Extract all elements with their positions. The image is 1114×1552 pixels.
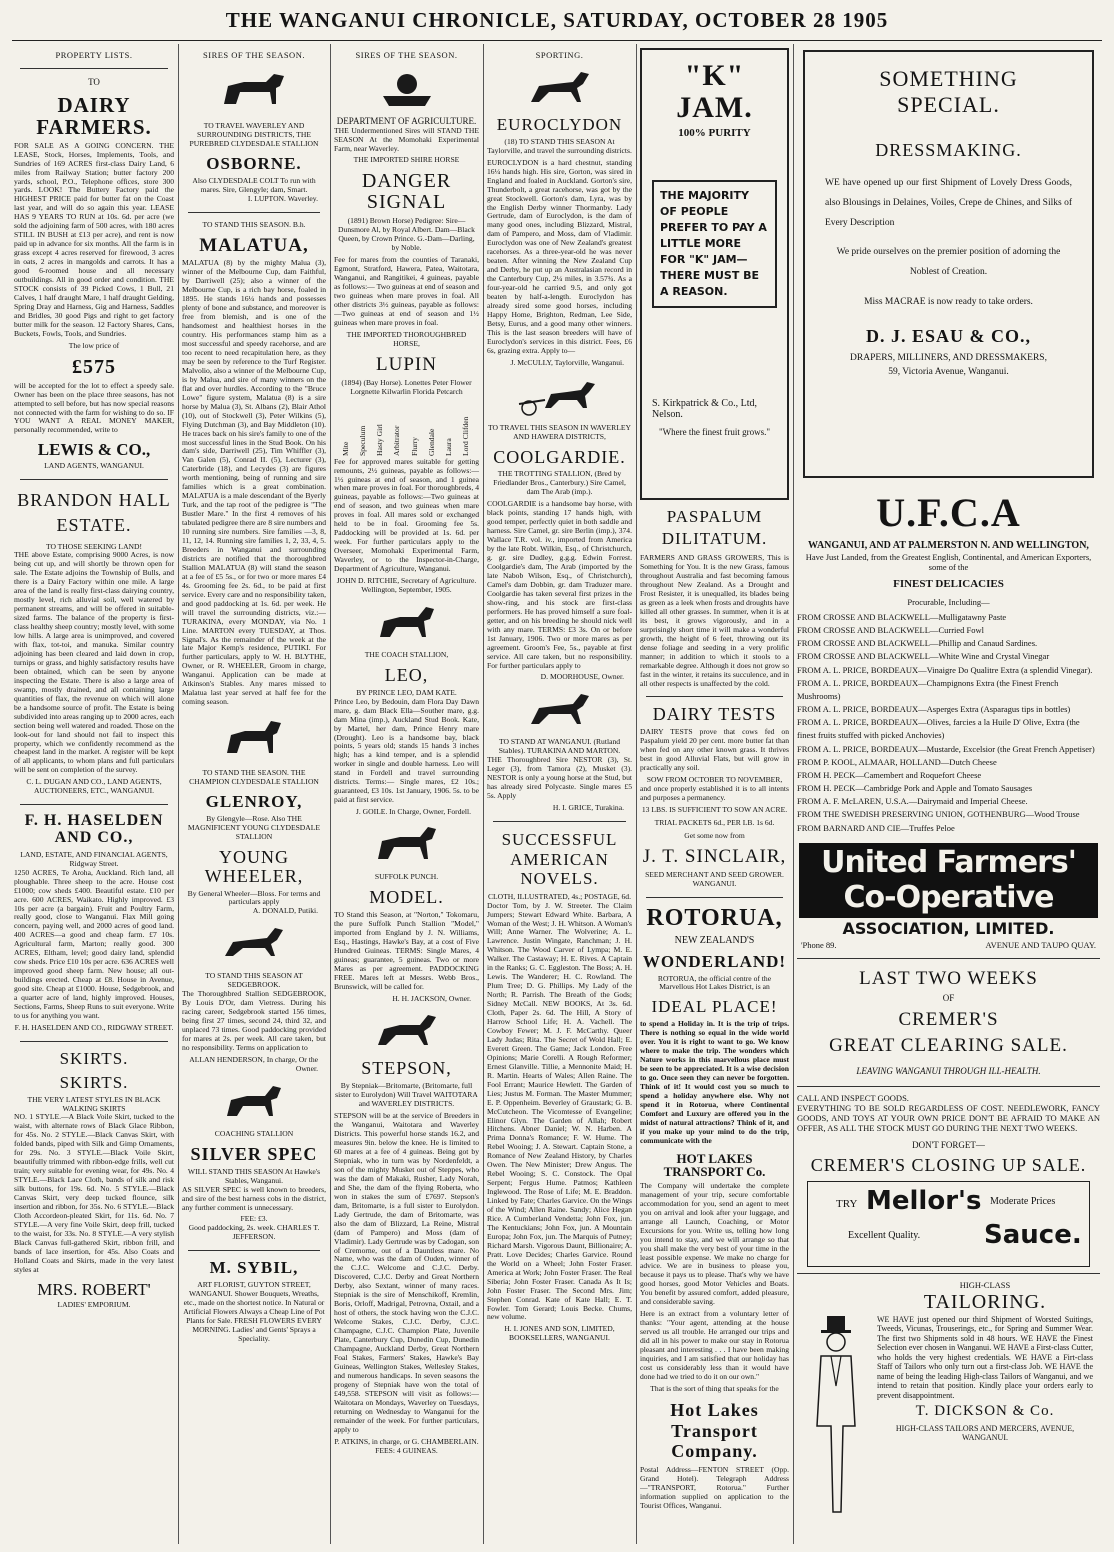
novels-sig: H. I. JONES AND SON, LIMITED, BOOKSELLERS, WANGANUI.: [504, 1324, 615, 1343]
rotorua-title: ROTORUA,: [646, 904, 783, 931]
list-item: FROM A. L. PRICE, BORDEAUX—Olives, farcies a la Huile D' Olive, Extra (the finest fruits stuffed with picked Anchovies): [797, 717, 1080, 741]
association-title: ASSOCIATION, LIMITED.: [842, 918, 1055, 938]
sedge-body: The Thoroughbred Stallion SEDGEBROOK, By Louis D'Or, dam Vietress. During his racing career, Sedgebrook started 156 times, being first 27 times, second 24, third 32, and unplaced 73 times. Good paddocking provided for mares at 2s. per week. All care taken, but no responsibility. Terms on application to: [182, 989, 326, 1052]
skirts-sub: THE VERY LATEST STYLES IN BLACK WALKING SKIRTS: [27, 1094, 161, 1113]
mellor-ad: [807, 1181, 1090, 1267]
hot-lakes-big: Hot Lakes Transport Company.: [670, 1399, 759, 1462]
list-item: FROM BARNARD AND CIE—Truffes Peloe: [797, 822, 955, 833]
cool-sub: THE TROTTING STALLION, (Bred by Friedlander Bros., Canterbury.) Sire Camel, dam The Arab (imp.).: [493, 469, 626, 497]
clydesdale-illustration: [219, 713, 289, 763]
esau-ad: [803, 50, 1094, 478]
nestor-sig: H. I. GRICE, Turakina.: [552, 803, 624, 813]
stepson-sub: By Stepniak—Britomarte, (Britomarte, full sister to Eurolydon) Will Travel WAITOTARA and WAVERLEY DISTRICTS.: [335, 1081, 478, 1109]
pedigree-name: Lord Clifden: [460, 416, 470, 456]
brandon-title: BRANDON HALL ESTATE.: [17, 490, 171, 536]
novels-title: SUCCESSFUL AMERICAN NOVELS.: [501, 830, 618, 889]
column-heading: SIRES OF THE SEASON.: [355, 50, 458, 60]
silver-fee: FEE: £3.: [240, 1214, 268, 1224]
pedigree-name: Arbitrator: [392, 425, 402, 456]
column-heading: SIRES OF THE SEASON.: [203, 50, 305, 60]
lupin-to: THE IMPORTED THOROUGHBRED HORSE,: [346, 329, 467, 348]
list-item: FROM CROSSE AND BLACKWELL—Mulligatawny Paste: [797, 611, 1007, 622]
leo-body: Prince Leo, by Bedouin, dam Flora Day Dawn mare, g. dam Black Ella—Souther mare, g.g. dam Mina (imp.), Auckland Stud Book. Kate, by Martel, her dam, Prince Henry mare (Drought). Leo is a handsome bay, black points, 5 years old; stands 15 hands 3 inches high; has a kind temper, and is a splendid worker in single and double harness. Leo will stand in Fordell and travel surrounding districts. Terms:— Single mares, £2 10s.; guaranteed, £3 10s. 1st January, 1906. 5s. to be paid at first service.: [334, 696, 479, 805]
danger-signal-title: DANGER SIGNAL: [361, 170, 452, 214]
dairy-price: £575: [72, 355, 116, 378]
robert-title: MRS. ROBERT': [37, 1279, 151, 1299]
mellor-moderate: Moderate Prices: [990, 1196, 1056, 1207]
tailoring-body: WE HAVE just opened our third Shipment of Worsted Suitings, Tweeds, Vicunas, Trouserings, etc., for Spring and Summer Wear. The first two Shipments sold in 48 hours. WE HAVE the Finest Selection ever chosen in Wanganui. WE HAVE a First-class Cutter, who holds the very highest credentials. WE HAVE a Firt-class Staff of Tailors who only turn out a first-class Job. WE HAVE the name of being the leading High-class Tailors of Wanganui, and we intend to retain that position. Kindly place your orders early to prevent disappointment.: [877, 1315, 1093, 1400]
rotorua-that: That is the sort of thing that speaks for the: [650, 1383, 779, 1393]
column-sires-1: [182, 44, 326, 1544]
nestor-illustration: [525, 688, 595, 732]
malatua-body: MALATUA (8) by the mighty Malua (3), winner of the Melbourne Cup, dam Faithful, by Darriwell (25); also a winner of the Melbourne Cup, is a rich bay horse, foaled in 1895. He stands 16¼ hands and possesses plenty of bone and substance, and moreover is free from blemish, and is one of the handsomest and healthiest horses in the country. His performances stamp him as a most successful and speedy racehorse, and are too recent to need recapitulation here, as they may be seen by reference to the Turf Register. Malvolio, also a winner of the Melbourne Cup, is by Malua, and sire of many winners on the flat and over hurdles. According to the "Bruce Lowe" figure system, Malatua (8) is a sire horse by Malua (3), St. Albans (2), Blair Athol (10), out of Stockwell (3), Peter Wilkins (5), Flying Dutchman (3), and Bay Middleton (10). He traces back on his sire's family to one of the most successful lines in the Stud Book. On his dam's side, Darriwell (25), Tim Whiffler (3), Van Galen (5), Conrad II. (5), Lecturer (3), Caterbride (18), and Lecydes (3) are figures worth mentioning, being of running and sire families which is a great combination. MALATUA is a male descendant of the Byerly Turk, and the tap root of the pedigree is "The Bustler Mare." In the first 4 removes of his tabulated pedigree there are 8 sire numbers and 10 running sire numbers. Sire families —3, 8, 11, 12, 14. Running sire families 1, 2, 33, 4, 5. Breeders in Wanganui and surrounding districts are notified that the thoroughbred Stallion MALATUA (8) will stand the season at a fee of £5 5s., or for two or more mares £4 4s. Grooming fee 2s. 6d., to be paid at first service. Every care and no responsibility taken, and good paddocking at 1s. 6d. per week. He will travel the surrounding districts, viz.:— TURAKINA, every MONDAY, via No. 1 Line. MARTON every TUESDAY, at Thos. Signal's. As the remainder of the week at the late Major Kemp's residence, PUTIKI. For further particulars, apply to W. H. BLYTHE, Owner, or R. WHEELER, Groom in charge, Wanganui. Application can be made at Atkinson's Stables. Any mares missed to Malatua last year served at half fee for the coming season.: [182, 258, 326, 707]
cool-to: TO TRAVEL THIS SEASON IN WAVERLEY AND HAWERA DISTRICTS,: [488, 422, 631, 441]
list-item: FROM H. PECK—Camembert and Roquefort Cheese: [797, 769, 982, 780]
haselden-title: F. H. HASELDEN AND CO.,: [24, 812, 164, 847]
dickson-firm: T. DICKSON & Co.: [915, 1402, 1055, 1419]
kjam-majority: THE MAJORITY OF PEOPLE PREFER TO PAY A LITTLE MORE FOR "K" JAM—THERE MUST BE A REASON.: [652, 180, 777, 308]
lewis-sub: LAND AGENTS, WANGANUI.: [44, 461, 144, 471]
leo-to: THE COACH STALLION,: [364, 649, 449, 659]
cremer-dont: DON'T FORGET—: [912, 1139, 985, 1150]
coolgardie-title: COOLGARDIE.: [493, 446, 626, 467]
tailoring-title: TAILORING.: [923, 1291, 1047, 1314]
stepson-body: STEPSON will be at the service of Breeders in the Wanganui, Waitotara and Waverley Districts. This powerful horse stands 16.2, and measures 9in. below the knee. He is limited to 60 mares at a fee of 4 guineas. Being got by Stepniak, who in turn was by Nordenfeldt, a son of the mighty Musket out of Steppes, who was the dam of Makaki, Rusher, Lady Norah, and She, the dam of the flying Roberta, who won in stakes the sum of £7697. Stepson's dam, Britomarte, is a full sister to Eurolydon. Lady Gertrude, the dam of Britomarte, was also the dam of Blizzard, La Reine, Mistral (dam of Pampero) and Moss (dam of Vladimir). Lady Gertrude was by Cadogan, son of Cremorne, out of a Dauntless mare. No Name, who was the dam of Ouden, winner of the C.J.C. Welcome and C.J.C. Derby. Discovered, C.J.C. Derby and Great Northern Derby, also Sextant, winner of many races. Stepniak is the sire of Menschikoff, Kremlin, Boris, Orloff, Madrigal, Petrovna, Oxtail, and a host of others, the stock having won the C.J.C. Welcome Stakes, C.J.C. Derby, C.J.C. Champagne, C.J.C. Champion Plate, Juvenile Plate, Canterbury Cup, Dunedin Cup, Dunedin Champagne, Auckland Derby, Great Northern Foal Stakes, Farmers' Stakes, Hawke's Bay Guineas, Wellington Stakes, Wellesley Stakes, and numerous handicaps. In seven seasons the progeny of Stepniak have won the total of £49,558. STEPSON will visit as follows:— Waitotara on Mondays, Waverley on Tuesdays, returning on Wednesday to Wanganui for the remainder of the week. For further particulars, apply to: [334, 1111, 479, 1434]
crest-illustration: [377, 66, 437, 110]
kjam-title: "K" JAM.: [676, 59, 753, 124]
paspalum-title: PASPALUM DILITATUM.: [661, 507, 768, 549]
list-item: FROM A. L. PRICE, BORDEAUX—Champignons Extra (the Finest French Mushrooms): [797, 677, 1059, 701]
list-item: FROM THE SWEDISH PRESERVING UNION, GOTHENBURG—Wood Trouse: [797, 809, 1080, 820]
euro-sig: J. McCULLY, Taylorville, Wanganui.: [510, 357, 624, 367]
kjam-slogan: "Where the finest fruit grows.": [658, 427, 771, 438]
ufca-have: Have Just Landed, from the Greatest English, Continental, and American Exporters, some of the: [805, 551, 1092, 572]
leo-sub: BY PRINCE LEO, DAM KATE.: [356, 687, 457, 697]
trotter-illustration: [515, 374, 605, 418]
dairy-low: The low price of: [68, 340, 120, 350]
silver-spec-title: SILVER SPEC: [190, 1143, 318, 1164]
coach-stallion-illustration: [372, 601, 442, 645]
young-sig: A. DONALD, Putiki.: [252, 906, 318, 916]
cool-sig: D. MOORHOUSE, Owner.: [540, 672, 624, 682]
ufca-address: AVENUE AND TAUPO QUAY.: [985, 940, 1096, 951]
pedigree-name: Laura: [443, 437, 453, 456]
euroclydon-illustration: [525, 66, 595, 110]
list-item: FROM A. L. PRICE, BORDEAUX—Vinaigre Do Qualitre Extra (a splendid Vinegar).: [797, 664, 1093, 675]
column-heading: SPORTING.: [535, 50, 584, 60]
rotorua-quote: Here is an extract from a voluntary letter of thanks: "Your agent, attending at the house served us all trouble. He arranged our trips and did all in his power to make our stay in Rotorua pleasant and interesting . . . I have been making inquiries, and I am satisfied that our holiday has cost us considerably less than it would have done had we tried to do it on our own.": [640, 1309, 789, 1381]
ufca-footer: [797, 938, 1100, 952]
mellor-sauce: Sauce.: [984, 1220, 1082, 1250]
dairy-to: TO: [88, 77, 100, 88]
danger-body: Fee for mares from the counties of Taranaki, Egmont, Stratford, Hawera, Patea, Waitotara, Wanganui, and Rangitikei, 4 guineas, payable as follows:— Two guineas at end of season and two guineas when mare proves in foal. All other districts 3½ guineas, payable as follows:—Two guineas at end of season and 1½ guineas when mare proves in foal.: [334, 255, 479, 327]
list-item: FROM P. KOOL, ALMAAR, HOLLAND—Dutch Cheese: [797, 756, 997, 767]
list-item: FROM CROSSE AND BLACKWELL—Curried Fowl: [797, 624, 985, 635]
lewis-title: LEWIS & CO.,: [37, 440, 151, 460]
osborne-sig: I. LUPTON. Waverley.: [247, 193, 318, 203]
model-sig: H. H. JACKSON, Owner.: [392, 993, 471, 1003]
last-two-weeks-title: LAST TWO WEEKS: [859, 968, 1038, 990]
euro-sub: (18) TO STAND THIS SEASON At Taylorville, and travel the surrounding districts.: [487, 136, 632, 155]
lupin-sub: (1894) (Bay Horse). Lonettes Peter Flower Lorgnette Kilwarlin Florida Petcarch: [341, 377, 472, 396]
ufca-title: U.F.C.A: [876, 490, 1021, 535]
pedigree-name: Glendale: [426, 428, 436, 456]
column-divider: [483, 44, 484, 1544]
haselden-sig: F. H. HASELDEN AND CO., RIDGWAY STREET.: [14, 1022, 174, 1032]
sinclair-title: J. T. SINCLAIR,: [642, 845, 787, 867]
tailoring-high: HIGH-CLASS: [959, 1280, 1011, 1290]
column-divider: [793, 44, 794, 1544]
osborne-title: OSBORNE.: [206, 153, 302, 173]
suffolk-to: SUFFOLK PUNCH.: [374, 872, 439, 882]
ufca-finest: FINEST DELICACIES: [893, 577, 1004, 590]
novels-body: Doctor Tom, by J. W. Streeter. The Claim Jumpers; Stewart Edward White. Barbara, A Woman of the West; J. H. Whitson. A Woman's Will; Anne Warner. The Wolverine; A. L. Lawrence. Justin Wingate, Ranchman; J. H. Whitson. The Wood Carver of Lympa; M. E. Walker. The Castaway; H. E. Rives. A Captain in the Ranks; G. C. Eggleston. The Boss; A. H. Lewis. The Wanderer; H. C. Rowland. The Plum Tree; D. G. Phillips. My Lady of the North; R. Parrish. The Breath of the Gods; Sidney McCall. NEW BOOKS, At 3s. 6d. Cloth, Paper 2s. 6d. The Hill, A Story of Harrow School Life; H. A. Vachell. The Cowboy Fewer; M. J. F. McCarthy. Queer Lady Judas; Rita. The Secret of Wold Hall; E. Everett Green. The Game; Jack London. Free Opinions; Marie Corelli. A Rough Reformer; Ernest Glanville. Tillie, a Mennonite Maid; H. R. Martin. Hearts of Wales; Allen Raine. The Fool Errant; Maurice Hewlett. The Garden of Lies; Justus M. Forman. The Master Mummer; E. P. Oppenheim. Beverley of Graustark; G. B. McCutcheon. The Vicomtesse of Evangeline; Elinor Glyn. The Garden of Allah; Robert Hitchens. Abner Daniel; W. N. Harben. A Prima Donna's Romance; F. W. Hume. The Rebel Wooing; J. A. Stewart. Captain Stone, a Romance of New Zealand History, by Charles Owen. The New Minister; Drew Angus. The Rebel Wooing; S. C. Constock. The Opal Serpent; Fergus Hume. Patmos; Kathleen Inglewood. The Rose of Life; M. E. Braddon. Linked by Fate; Charles Garvice. On the Wings of the Wind; Allen Raine. Sandy; Alice Hegan Rice. A Cumberland Vendetta; John Fox, jun. The Kentuckians; John Fox, jun. A Mountain Europa; John Fox, jun. The Marquis of Putney; Richard Marsh. Vigorous Daunt, Billionaire; A. Pratt. Love Decides; Charles Garvice. Round the World on a Wheel; John Foster Fraser. America at Work; John Foster Fraser. The Real Siberia; John Foster Fraser. Canada As It Is; John Foster Fraser. The Second Mrs. Jim; Stephen Conrad. Kate of Kate Hall; E. T. Fowler. Tom Gerard; Louis Becke. Chums, new volume.: [487, 900, 632, 1322]
dressmaking-title: DRESSMAKING.: [875, 139, 1022, 160]
dept-body: THE Undermentioned Sires will STAND THE SEASON At the Momohaki Experimental Farm, near Waverley.: [334, 125, 479, 153]
cremer-call: CALL AND INSPECT GOODS.: [797, 1093, 909, 1104]
esau-title: D. J. ESAU & CO.,: [865, 326, 1031, 347]
robert-sub: LADIES' EMPORIUM.: [57, 1300, 131, 1310]
list-item: FROM CROSSE AND BLACKWELL—Phillip and Canaud Sardines.: [797, 638, 1038, 649]
lupin-pedigree: [338, 400, 475, 456]
dairy-sow: SOW FROM OCTOBER TO NOVEMBER,: [646, 775, 783, 785]
rotorua-sub: NEW ZEALAND'S: [674, 934, 755, 946]
cremer-closing-title: CREMER'S CLOSING UP SALE.: [810, 1155, 1087, 1176]
malatua-to: TO STAND THIS SEASON. B.h.: [202, 219, 306, 229]
novels-sub: CLOTH, ILLUSTRATED, 4s.; POSTAGE, 6d.: [487, 891, 632, 901]
dairy-body: FOR SALE AS A GOING CONCERN. THE LEASE, Stock, Horses, Implements, Tools, and Sundries of 169 ACRES first-class Dairy Land, 6 miles from Railway Station; butter factory 200 yards, school, P.O., Telephone offices, store 300 yards. LOOK! The Buttery Factory paid the HIGHEST PRICE paid for butter fat on the Coast last year, and will do so again this year. LEASE HAS 9 YEARS TO RUN at 10s. 6d. per acre (we sold the adjoining farm of 500 acres, with 180 acres STILL IN BUSH at £13 per acre), and rent is now paid up in advance for six months. All the farm is in grass except 4 acres reserved for firewood, 3 acres in oats, 2 acres in mangolds and carrots. It has a good 6-roomed house and all necessary outbuildings. All in good order and condition. THE STOCK consists of 39 Picked Cows, 1 Bull, 21 Calves, 1 half draught Mare, 1 half draught Gelding, Spring Dray and Harness, Gig and Harness, Saddles and Bridles, 30 good Pigs and right to get factory butter milk for the season. 12 Factory Shares, Cans, Buckets, Fowls, Tools, and Sundries.: [14, 140, 174, 338]
hot-lakes-title: HOT LAKES TRANSPORT Co.: [663, 1150, 766, 1180]
pedigree-name: Speculum: [358, 425, 368, 456]
silver-body: AS SILVER SPEC is well known to breeders, and sire of the best harness cobs in the district, any further comment is unnecessary.: [182, 1184, 326, 1212]
cool-body: COOLGARDIE is a handsome bay horse, with black points, standing 17 hands high, with good temper, perfectly quiet in both saddle and harness. Sire Camel, gr. sire Berlin (imp.), 374. Wallace T.R. vol. iv., imported from America by the late Robt. Wilkin, Esq., of Christchurch, g. gr. sire Dudley, g.g.g. Edwin Forrest. Coolgardie's dam, The Arab (imported by the late Nabob Wilson, Esq., of Christchurch), Camel's dam Dobbin, gr. dam Traduzer mare. Coolgardie has taken several first prizes in the show-ring, and his stock are first-class performers. He has proved himself a sure foal-getter, and on his breeding he should nick well with any mare. TERMS: £3 3s. On or before 1st January, 1906. Two or more mares as per agreement. Groom's Fee, 5s., payable at first service. All care taken, but no responsibility. For further particulars apply to: [487, 499, 632, 670]
stepson-illustration: [372, 1009, 442, 1053]
something-special-title: SOMETHING SPECIAL.: [879, 66, 1018, 118]
masthead-rule: [12, 40, 1102, 41]
silver-to: COACHING STALLION: [214, 1128, 294, 1138]
column-property: [14, 44, 174, 1544]
lupin-body: Fee for approved mares suitable for getting remounts, 2½ guineas, payable as follows:—1½ guineas at end of season, and 1 guinea when mare proves in foal. For thoroughbreds, 4 guineas, payable as follows:—Two guineas at end of season, and two guineas when mare proves in foal. All mares sold or exchanged held to be in foal. Grooming fee 5s. Paddocking will be provided at 1s. 6d. per week. For further particulars apply to the Overseer, Momohaki Experimental Farm, Waverley, or to the Inspector-in-Charge, Department of Agriculture, Wanganui.: [334, 456, 479, 574]
sinclair-sub: SEED MERCHANT AND SEED GROWER. WANGANUI.: [645, 869, 784, 888]
glenroy-to: TO STAND THE SEASON. THE CHAMPION CLYDESDALE STALLION: [189, 768, 319, 787]
young-sub: By General Wheeler—Bloss. For terms and particulars apply: [187, 888, 321, 907]
mellor-title: Mellor's: [866, 1186, 982, 1216]
nestor-to: TO STAND AT WANGANUI. (Rutland Stables). TURAKINA AND MARTON.: [498, 737, 621, 756]
cremer-sale-title: GREAT CLEARING SALE.: [829, 1034, 1068, 1056]
rotorua-intro: ROTORUA, the official centre of the Marvellous Hot Lakes District, is an: [657, 973, 772, 992]
leo-title: LEO,: [384, 664, 429, 685]
model-title: MODEL.: [369, 887, 444, 908]
shire-to: THE IMPORTED SHIRE HORSE: [353, 155, 460, 165]
dairy-farmers-title: DAIRY FARMERS.: [36, 92, 152, 139]
hot-lakes-body: The Company will undertake the complete management of your trip, secure comfortable accommodation for you, send an agent to meet you on arrival and look after your luggage, and arrange all Launch, Coaching, or Motor Excursions for you. Write us, telling how long you intend to stay, and we will arrange so that you shall make the very best of your time in the least possible expense. We make no charge for advice. We are in business to please you, because it pays us to please. That's why we have good horses, good Motor Vehicles and Boats. You benefit by assured comfort, added pleasure, and considerable saving.: [640, 1180, 789, 1307]
kjam-firm: S. Kirkpatrick & Co., Ltd, Nelson.: [652, 397, 757, 421]
cremer-name: CREMER'S: [898, 1008, 999, 1030]
malatua-title: MALATUA,: [199, 234, 309, 256]
esau-sub: DRAPERS, MILLINERS, AND DRESSMAKERS,: [850, 353, 1047, 364]
column-ads-2: [797, 44, 1100, 1544]
column-sporting: [487, 44, 632, 1544]
ritchie-sig: JOHN D. RITCHIE, Secretary of Agriculture. Wellington, September, 1905.: [336, 576, 477, 594]
lupin-title: LUPIN: [376, 353, 437, 375]
mellor-try: TRY: [836, 1198, 858, 1210]
skirts-body: NO. 1 STYLE.—A Black Voile Skirt, tucked to the waist, with alternate rows of Black Glace Ribbon, for 45s. No. 2 STYLE.—Black Canvas Skirt, with folded bands, piped with Silk and Gimp Ornaments, for 29s. No. 3 STYLE.—Black Voile Skirt, beautifully trimmed with ribbon-edge frills, well cut train; very suitable for evening wear, for 49s. No. 4 STYLE.—Black Lace Cloth, bands of silk and risk silk buttons, for 19s. 6d. No. 5 STYLE.—Black Canvas Skirt, very deep tucked flounce, silk insertion and ribbon, for 35s. No. 6 STYLE.—Black Cloth Accordeon-pleated Skirt, for 11s. 6d. No. 7 STYLE.—A very fine Voile Skirt, deep frill, tucked to the waist, for 33s. No. 8 STYLE.—A very stylish Black Canvas full-gathered Skirt, ribbon frill, and bands of lace insertion, for 45s. Also Coats and Holland Coats and Skirts, made in the very latest styles at: [14, 1112, 174, 1274]
esau-address: 59, Victoria Avenue, Wanganui.: [888, 367, 1009, 378]
dairy-lbs: 13 LBS. IS SUFFICIENT TO SOW AN ACRE.: [641, 805, 788, 814]
euro-body: EUROCLYDON is a hard chestnut, standing 16¼ hands high. His sire, Gorton, was sired in England and foaled in Auckland. Gorton's sire, Thunderbolt, a great racehorse, was got by the great Stockwell. Gorton's dam, Lyra, was by the English Derby winner Thormanby. Lady Gertrude, dam of Euroclydon, is the dam of many good ones, including Blizzard, Mistral, dam of Pampero, and Moss, dam of Vladimir. Euroclydon was one of New Zealand's greatest racehorses. As a three-year-old he was never beaten. After winning the New Zealand Cup and Derby, he put up an Australasian record in the Canterbury Cup, 2¼ miles, in 3.57¾. As a four-year-old he carried 9.5, and only got beaten by half-a-length. Euroclydon has already sired some good horses, including Happy Home, Brighton, Redman, Lee Side, Betsy, Eurus, and a good many other winners. This is the last season breeders will have of Euroclydon's services in this district. Fees, £6 6s, grazing extra. Apply to—: [487, 157, 632, 355]
glenroy-title: GLENROY,: [205, 792, 303, 812]
haselden-body: 1250 ACRES, Te Aroha, Auckland. Rich land, all ploughable. Three sheep to the acre. House cost £1000; cow sheds £400. Beautiful estate. £10 per acre. 600 ACRES, Waikato. Highly improved. £3 10s per acre (a bargain). Fruit and Poultry Farm, really good, close to Wanganui. Flax Mill going concern, paying well, and 2000 acres of good land. 400 ACRES—a good and cheap farm. £7 10s. Agricultural farm, Marton; really good. 300 ACRES, Eltham, level; good dairy land, splendid cow sheds. Price £10 10s per acre. 636 ACRES well improved good sheep farm. New house; all out-buildings erected. Cheap at £8. House in Avenue, good site. Cheap at £1000. House, Sedgebrook, and a quarter acre of land, highly improved. Houses, Sections, Farms, Sheep Runs to suit everyone. Write to us for anything you want.: [14, 867, 174, 1020]
column-ads-1: [640, 44, 789, 1544]
pedigree-name: Hasty Girl: [375, 423, 385, 456]
rotorua-body: to spend a Holiday in. It is the trip of trips. There is nothing so equal in the wide world over. You it is right to want to go. We know where to make the trip. The wonders which Nature works in this marvellous place must be seen to be appreciated. It is a wise decision to go. Once seen they can never be forgotten. Think of it! It would cost you so much to spend a holiday anywhere else. Why not spend it in Rotorua, where Continental Comfort and Luxury are offered you in the midst of natural attractions? Think of it, and if you make up your mind to do the trip, communicate with the: [640, 1019, 789, 1145]
kjam-ad: [640, 48, 789, 500]
dept-title: DEPARTMENT OF AGRICULTURE.: [336, 116, 477, 127]
list-item: FROM A. L. PRICE, BORDEAUX—Asperges Extra (Asparagus tips in bottles): [797, 704, 1071, 715]
dairy-get: Get some now from: [684, 830, 745, 840]
column-sires-2: [334, 44, 479, 1544]
list-item: FROM CROSSE AND BLACKWELL—White Wine and Crystal Vinegar: [797, 651, 1050, 662]
list-item: FROM A. L. PRICE, BORDEAUX—Mustarde, Excelsior (the Great French Appetiser): [797, 743, 1095, 754]
ufca-procurable: Procurable, Including—: [907, 596, 990, 607]
nestor-body: THE Thoroughbred Sire NESTOR (3), St. Leger (3), from Tamora (2), Musket (3). NESTOR is only a young horse at the Stud, but has already sired Polycaste. Single mares £5 5s. Apply: [487, 755, 632, 801]
skirts-title-1: SKIRTS.: [59, 1048, 129, 1068]
dairy-tail: will be accepted for the lot to effect a speedy sale. Owner has been on the place three seasons, has not attempted to sell before, but has now special reasons not connected with the farm for wishing to do so. IF YOU WANT A REAL MONEY MAKER, personally recommended, write to: [14, 380, 174, 435]
mellor-excellent: Excellent Quality.: [848, 1230, 921, 1241]
skirts-title-2: SKIRTS.: [59, 1072, 129, 1092]
united-farmers-banner: United Farmers' Co-Operative: [799, 843, 1098, 918]
young-wheeler-title: YOUNG WHEELER,: [204, 846, 304, 886]
column-heading: PROPERTY LISTS.: [55, 50, 133, 60]
draught-horse-illustration: [214, 66, 294, 116]
kjam-purity: 100% PURITY: [678, 127, 751, 139]
dickson-ad: [797, 1280, 1100, 1540]
column-divider: [178, 44, 179, 1544]
model-body: TO Stand this Season, at "Norton," Tokomaru, the pure Suffolk Punch Stallion "Model," imported from England by J. N. Williams, Esq., Hastings, Hawke's Bay, at a cost of Five Hundred Guineas. TERMS: Single Mares, 4 guineas; guarantee, 5 guineas. Two or more Mares as per agreement. PADDOCKING FREE. Mares left at Messrs. Webb Bros., Brunswick, will be called for.: [334, 909, 479, 991]
pedigree-name: Mite: [341, 441, 351, 456]
spec-body: WE have opened up our first Shipment of Lovely Dress Goods, also Blousings in Delaines, Voiles, Crepe de Chines, and Silks of Every Description: [825, 177, 1072, 228]
silver-sub: WILL STAND THIS SEASON At Hawke's Stables, Wanganui.: [187, 1166, 321, 1185]
column-divider: [330, 44, 331, 1544]
masthead: THE WANGANUI CHRONICLE, SATURDAY, OCTOBER 28 1905: [225, 8, 889, 32]
wonderland-title: WONDERLAND!: [642, 951, 787, 971]
cremer-leaving: LEAVING WANGANUI THROUGH ILL-HEALTH.: [856, 1065, 1041, 1076]
silver-sig: Good paddocking, 2s. week. CHARLES T. JEFFERSON.: [188, 1223, 320, 1242]
spec-macrae: Miss MACRAE is now ready to take orders.: [864, 297, 1033, 308]
sedge-sig: ALLAN HENDERSON, In charge, Or the Owner.: [189, 1054, 318, 1073]
osborne-to: TO TRAVEL WAVERLEY AND SURROUNDING DISTRICTS, THE PUREBRED CLYDESDALE STALLION: [189, 121, 319, 148]
suffolk-punch-illustration: [372, 823, 442, 867]
sedge-to: TO STAND THIS SEASON AT SEDGEBROOK.: [205, 971, 303, 990]
stepson-title: STEPSON,: [361, 1058, 452, 1079]
dairy-tests-body: DAIRY TESTS prove that cows fed on Paspalum yield 20 per cent. more butter fat than when fed on any other known grass. It thrives best in good Alluvial Flats, but will grow in practically any soil.: [640, 727, 789, 773]
cremer-body: EVERYTHING TO BE SOLD REGARDLESS OF COST. NEEDLEWORK, FANCY GOODS, AND TOYS AT YOUR OWN PRICE DON'T BE AFRAID TO MAKE AN OFFER, AS ALL THE STOCK MUST GO DURING THE NEXT TWO WEEKS.: [797, 1103, 1100, 1134]
racehorse-illustration: [219, 922, 289, 966]
dairy-trial: TRIAL PACKETS 6d., PER LB. 1s 6d.: [654, 817, 775, 827]
ideal-place-title: IDEAL PLACE!: [651, 997, 778, 1017]
ufca-list: [797, 611, 1100, 835]
danger-sub: (1891) Brown Horse) Pedigree: Sire—Dunsmore Al, by Royal Albert. Dam—Black Queen, by Crown Prince. G.-Dam—Darling, by Noble.: [338, 216, 475, 253]
dairy-tests-title: DAIRY TESTS: [652, 704, 777, 725]
osborne-sub: Also CLYDESDALE COLT To run with mares. Sire, Glengyle; dam, Smart.: [192, 175, 316, 194]
pedigree-name: Flurry: [409, 436, 419, 456]
sybil-body: ART FLORIST, GUYTON STREET, WANGANUI. Shower Bouquets, Wreaths, etc., made on the shortest notice. In Natural or Artificial Flowers Always a Cheap Line of Pot Plants for Sale. FRESH FLOWERS EVERY MORNING. Ladies' and Gents' Sprays a Speciality.: [183, 1280, 325, 1343]
euroclydon-title: EUROCLYDON: [496, 115, 623, 135]
paspalum-body: FARMERS AND GRASS GROWERS, This is Something for You. It is the new Grass, famous throughout Australia and fast becoming famous throughout New Zealand. As a Drought and Frost Resister, it is unequalled, its blades being as green as a leek when frosts and droughts have killed all other grasses. In summer, when it is at its best, it grows vigorously, and in a surprisingly short time it will make a wonderful growth, the height of 6 feet, throwing out its dense foliage and seeding in a very prolific manner; in addition to which it stools to a remarkable degree. Although it does not grow so fast in the winter, it retains its succulence, and in all other respects is unaffected by the cold.: [640, 553, 789, 688]
list-item: FROM H. PECK—Cambridge Pork and Apple and Tomato Sausages: [797, 783, 1033, 794]
rotorua-address: Postal Address—FENTON STREET (Opp. Grand Hotel). Telegraph Address—"TRANSPORT, Rotorua." Further information supplied on application to the Tourist Offices, Wanganui.: [640, 1464, 789, 1510]
column-divider: [636, 44, 637, 1544]
gentleman-illustration: [813, 1316, 859, 1516]
list-item: FROM A. F. McLAREN, U.S.A.—Dairymaid and Imperial Cheese.: [797, 796, 1028, 807]
dugan-sig: C. L. DUGAN AND CO., LAND AGENTS, AUCTIONEERS, ETC., WANGANUI.: [26, 777, 162, 796]
brandon-sub: TO THOSE SEEKING LAND!: [45, 541, 143, 551]
sybil-title: M. SYBIL,: [209, 1258, 299, 1278]
dickson-text: [877, 1280, 1093, 1443]
ufca-sub: WANGANUI, AND AT PALMERSTON N. AND WELLINGTON,: [808, 540, 1089, 551]
coach-horse-illustration: [219, 1080, 289, 1124]
cremer-of: OF: [942, 993, 955, 1004]
phone-number: 'Phone 89.: [801, 940, 837, 951]
dickson-sub: HIGH-CLASS TAILORS AND MERCERS, AVENUE, WANGANUI.: [895, 1423, 1075, 1443]
dairy-once: and once properly established it is to all intents and purposes a permanency.: [640, 784, 789, 803]
leo-sig: J. GOILE. In Charge, Owner, Fordell.: [355, 807, 471, 817]
haselden-sub: LAND, ESTATE, AND FINANCIAL AGENTS, Ridgway Street.: [20, 849, 168, 868]
stepson-sig: P. ATKINS, in charge, or G. CHAMBERLAIN. FEES: 4 GUINEAS.: [334, 1436, 479, 1455]
brandon-body: THE above Estate, comprising 9000 Acres, is now being cut up, and will shortly be thrown open for sale. The Estate adjoins the Township of Bulls, and there is a Dairy Factory within one mile. A large area of the land is really first-class dairying country, mostly level, rich alluvial soil, well watered by permanent streams, and will be offered in suitable-sized farms. The balance of the property is first-class healthy sheep country; mostly level, with some low hills. A large area is unimproved, and covered with flax, tot-toi, and manuka. Similar country adjoining has been cleared and laid down in crop, turnips or grass, and highly satisfactory results have been obtained, which can be seen by anyone inspecting the Estate. There is also a large area of swamp, mostly drained, and all containing large quantities of flax, the revenue on which will alone be a handsome source of profit. The Estate is being subdivided into areas ranging up to 2000 acres, each section being well watered and roaded. Those on the look-out for land should not fail to inspect this property, which we confidently recommend as the cheapest land in the market. A register will be kept of all applicants, to whom plans and full particulars will be sent on completion of the survey.: [14, 550, 174, 775]
glenroy-sub: By Glengyle—Rose. Also THE MAGNIFICENT YOUNG CLYDESDALE STALLION: [187, 813, 321, 841]
spec-pride: We pride ourselves on the premier position of adorning the Noblest of Creation.: [836, 247, 1061, 278]
